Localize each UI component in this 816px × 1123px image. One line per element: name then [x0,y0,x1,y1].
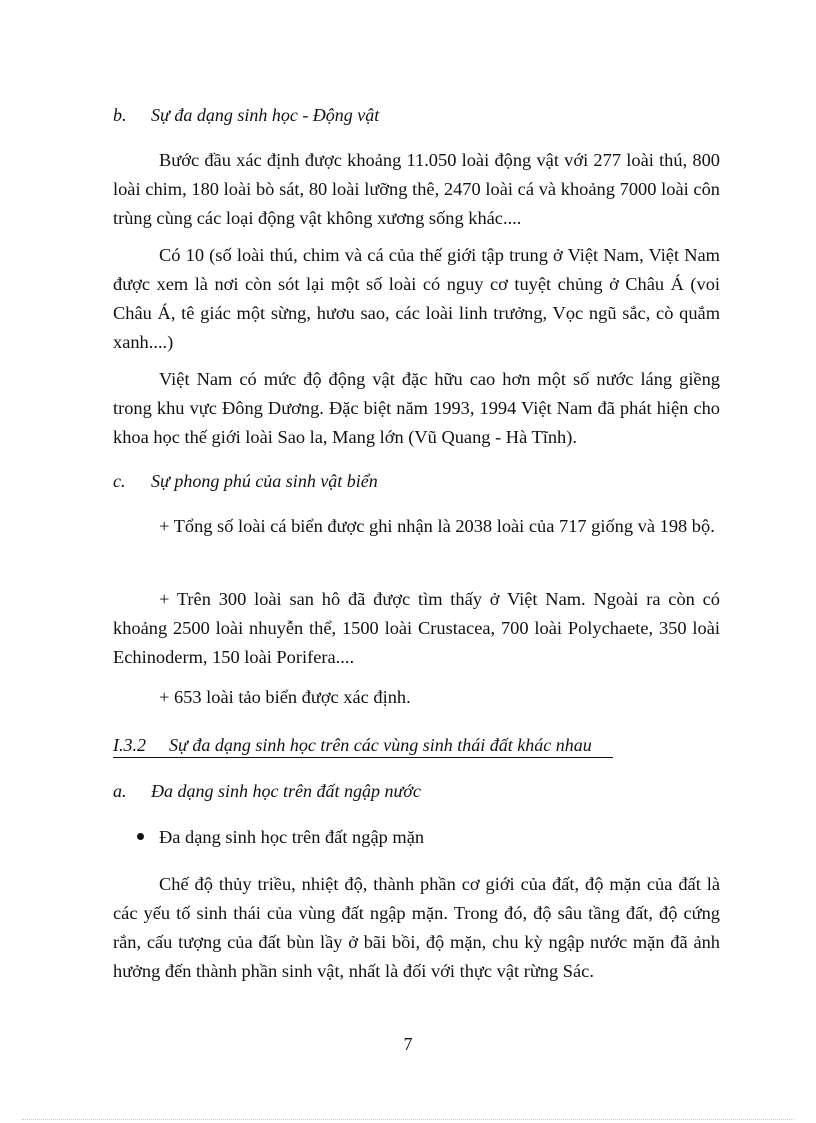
section-number: I.3.2 [113,735,146,755]
heading-section-a [113,780,421,802]
paragraph-endangered-species: Có 10 (số loài thú, chim và cá của thế giới tập trung ở Việt Nam, Việt Nam được xem là nơi còn sót lại một số loài có nguy cơ tuyệt chủng ở Châu Á (voi Châu Á, tê giác một sừng, hươu sao, các loài linh trưởng, Vọc ngũ sắc, cò quắm xanh....) [113,245,720,352]
heading-label: b. [113,105,127,125]
paragraph-coral-species: + Trên 300 loài san hô đã được tìm thấy ở Việt Nam. Ngoài ra còn có khoảng 2500 loài nhuyễn thể, 1500 loài Crustacea, 700 loài Polychaete, 350 loài Echinoderm, 150 loài Porifera.... [113,589,720,667]
paragraph-mangrove: Chế độ thủy triều, nhiệt độ, thành phần cơ giới của đất, độ mặn của đất là các yếu tố sinh thái của vùng đất ngập mặn. Trong đó, độ sâu tầng đất, độ cứng rắn, cấu tượng của đất bùn lầy ở bãi bồi, độ mặn, chu kỳ ngập nước mặn đã ảnh hưởng đến thành phần sinh vật, nhất là đối với thực vật rừng Sác. [113,874,720,981]
paragraph-endemic-animals: Việt Nam có mức độ động vật đặc hữu cao hơn một số nước láng giềng trong khu vực Đông Dương. Đặc biệt năm 1993, 1994 Việt Nam đã phát hiện cho khoa học thế giới loài Sao la, Mang lớn (Vũ Quang - Hà Tĩnh). [113,369,720,447]
bullet-dot-icon [137,833,144,840]
paragraph-seaweed: + 653 loài tảo biển được xác định. [159,687,411,707]
paragraph-marine-fish: + Tổng số loài cá biển được ghi nhận là 2038 loài của 717 giống và 198 bộ. [159,516,715,536]
section-title-132 [113,734,613,758]
section-title-text: Sự đa dạng sinh học trên các vùng sinh thái đất khác nhau [169,735,592,755]
page-edge-divider [22,1119,794,1120]
heading-title: Sự phong phú của sinh vật biển [151,471,378,491]
heading-section-c [113,470,378,492]
paragraph-animal-count: Bước đầu xác định được khoảng 11.050 loài động vật với 277 loài thú, 800 loài chim, 180 loài bò sát, 80 loài lưỡng thê, 2470 loài cá và khoảng 7000 loài côn trùng cùng các loại động vật không xương sống khác.... [113,150,720,228]
heading-label: a. [113,781,127,801]
heading-title: Sự đa dạng sinh học - Động vật [151,105,380,125]
heading-title: Đa dạng sinh học trên đất ngập nước [151,781,421,801]
page-number: 7 [403,1034,413,1054]
heading-section-b [113,104,379,126]
bullet-item [137,826,424,848]
bullet-text: Đa dạng sinh học trên đất ngập mặn [159,827,425,847]
heading-label: c. [113,471,126,491]
